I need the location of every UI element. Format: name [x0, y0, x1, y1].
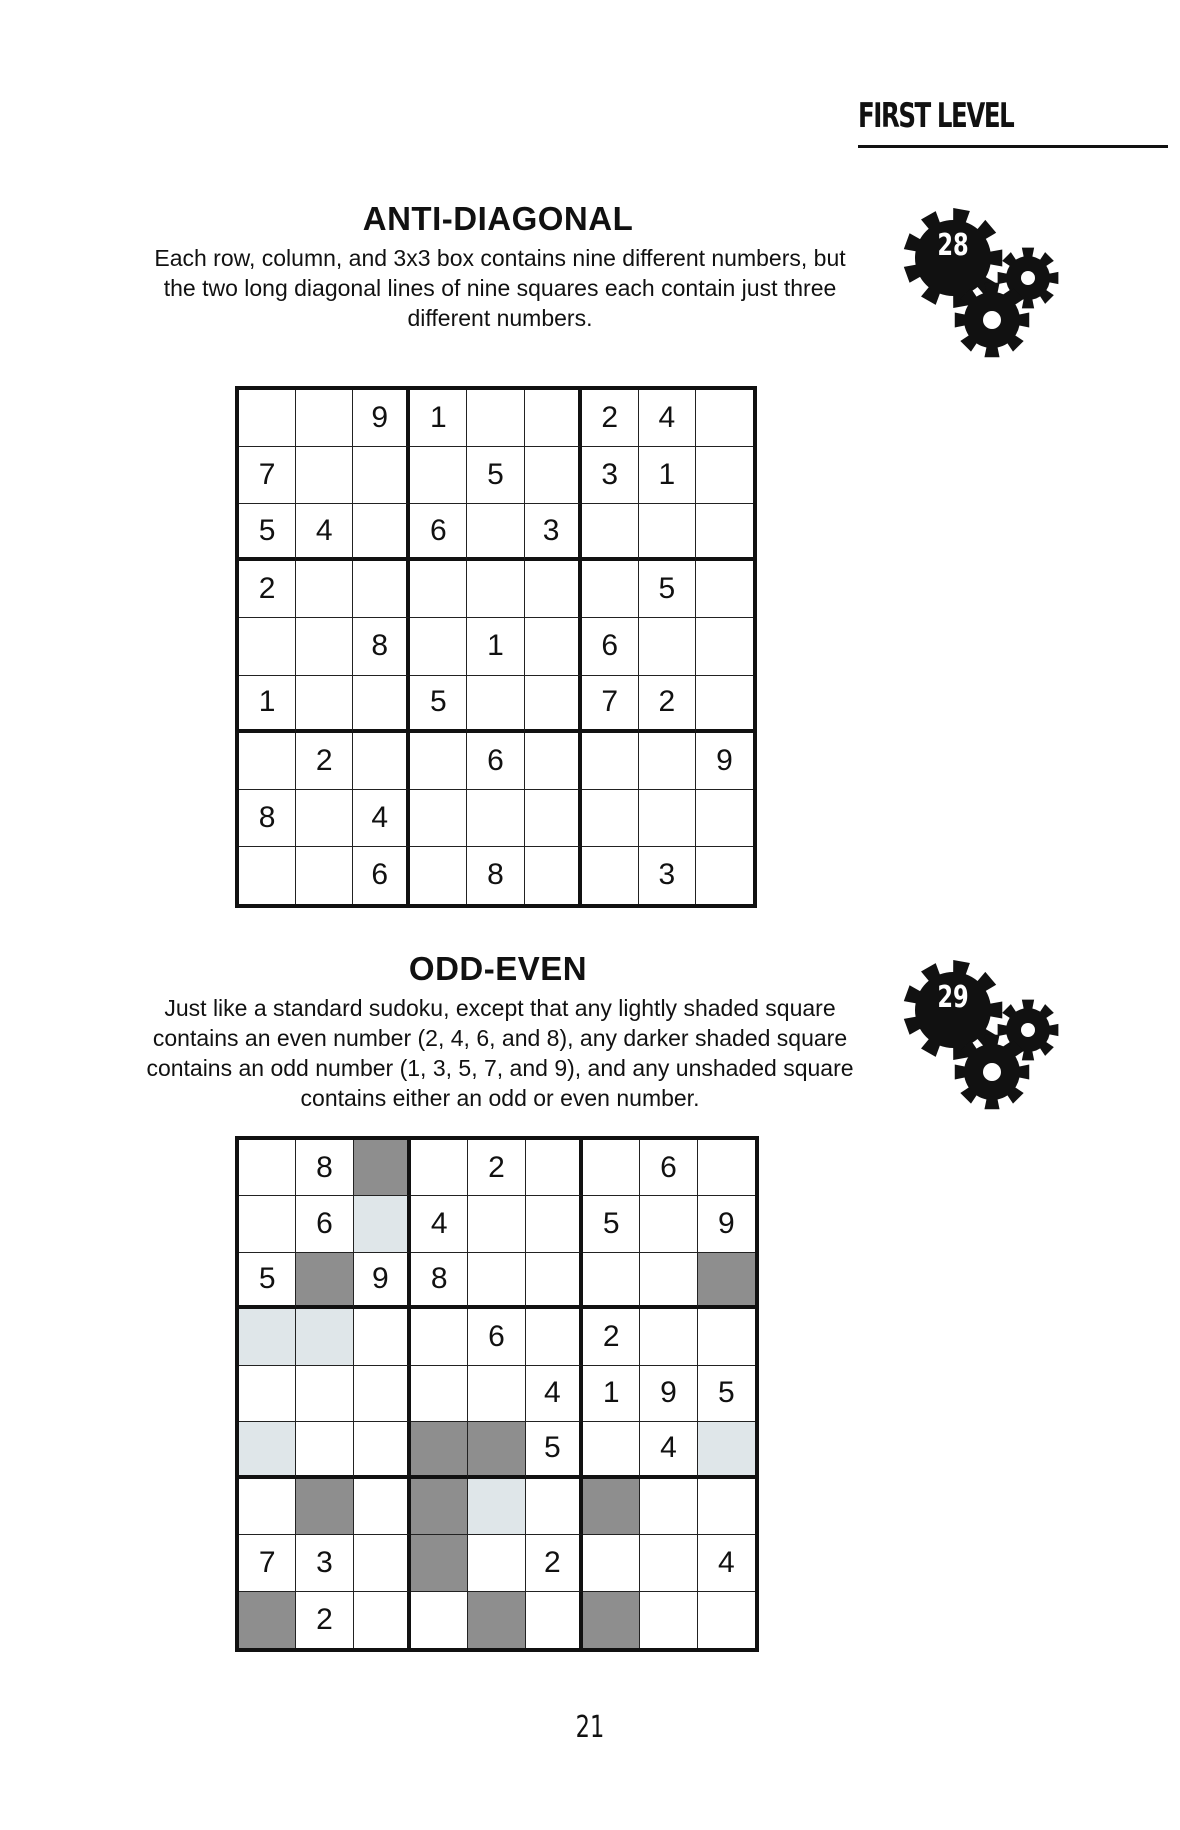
- sudoku-cell: [239, 1366, 296, 1422]
- sudoku-cell: [526, 1309, 583, 1365]
- puzzle-29-title: ODD-EVEN: [408, 950, 588, 987]
- sudoku-cell: [582, 847, 639, 904]
- sudoku-cell: [467, 504, 524, 561]
- sudoku-cell: [583, 1140, 640, 1196]
- sudoku-cell: 7: [239, 1535, 296, 1591]
- sudoku-cell: 9: [640, 1366, 697, 1422]
- sudoku-cell: [640, 1592, 697, 1648]
- sudoku-cell: 6: [296, 1196, 353, 1252]
- puzzle-28-title: ANTI-DIAGONAL: [362, 200, 634, 237]
- sudoku-cell: [468, 1592, 525, 1648]
- sudoku-cell: 1: [239, 676, 296, 733]
- sudoku-cell: [239, 390, 296, 447]
- sudoku-cell: [525, 561, 582, 618]
- sudoku-cell: 6: [353, 847, 410, 904]
- sudoku-cell: [239, 1592, 296, 1648]
- sudoku-cell: [239, 733, 296, 790]
- sudoku-cell: [696, 847, 753, 904]
- sudoku-cell: [354, 1422, 411, 1478]
- sudoku-cell: 4: [353, 790, 410, 847]
- sudoku-cell: [582, 733, 639, 790]
- sudoku-cell: [640, 1479, 697, 1535]
- sudoku-cell: [410, 561, 467, 618]
- sudoku-cell: [468, 1253, 525, 1309]
- sudoku-cell: 8: [353, 618, 410, 675]
- sudoku-cell: [698, 1592, 755, 1648]
- sudoku-cell: 7: [582, 676, 639, 733]
- sudoku-cell: 5: [526, 1422, 583, 1478]
- sudoku-cell: 9: [354, 1253, 411, 1309]
- puzzle-28-grid: [235, 386, 757, 908]
- sudoku-cell: 3: [639, 847, 696, 904]
- sudoku-cell: [353, 733, 410, 790]
- puzzle-28-description: Each row, column, and 3x3 box contains nine different numbers, but the two long diagonal lines of nine squares each contain just three different numbers.: [154, 245, 846, 331]
- sudoku-cell: [296, 1253, 353, 1309]
- sudoku-cell: 5: [239, 1253, 296, 1309]
- sudoku-cell: [296, 447, 353, 504]
- sudoku-cell: [296, 676, 353, 733]
- sudoku-cell: [353, 447, 410, 504]
- sudoku-cell: [582, 561, 639, 618]
- sudoku-cell: [639, 504, 696, 561]
- sudoku-cell: 9: [696, 733, 753, 790]
- sudoku-cell: [526, 1196, 583, 1252]
- sudoku-cell: 2: [639, 676, 696, 733]
- sudoku-cell: 7: [239, 447, 296, 504]
- sudoku-cell: 8: [467, 847, 524, 904]
- sudoku-cell: [468, 1479, 525, 1535]
- sudoku-cell: [526, 1479, 583, 1535]
- sudoku-cell: [698, 1309, 755, 1365]
- sudoku-cell: 8: [296, 1140, 353, 1196]
- sudoku-cell: [410, 847, 467, 904]
- sudoku-cell: [468, 1422, 525, 1478]
- sudoku-cell: 2: [583, 1309, 640, 1365]
- sudoku-cell: 2: [526, 1535, 583, 1591]
- sudoku-cell: 3: [525, 504, 582, 561]
- gear-hole: [983, 1063, 1001, 1081]
- sudoku-cell: [410, 618, 467, 675]
- sudoku-cell: [696, 561, 753, 618]
- sudoku-cell: 1: [639, 447, 696, 504]
- header-rule: [858, 145, 1168, 148]
- sudoku-cell: 1: [410, 390, 467, 447]
- sudoku-cell: 6: [467, 733, 524, 790]
- sudoku-cell: 8: [411, 1253, 468, 1309]
- sudoku-cell: 2: [468, 1140, 525, 1196]
- gear-hole: [1021, 271, 1035, 285]
- sudoku-cell: 1: [583, 1366, 640, 1422]
- sudoku-cell: 3: [582, 447, 639, 504]
- sudoku-cell: [696, 504, 753, 561]
- gears-icon: [900, 200, 1070, 370]
- sudoku-cell: 6: [410, 504, 467, 561]
- sudoku-cell: [467, 390, 524, 447]
- sudoku-cell: [239, 1140, 296, 1196]
- sudoku-cell: [696, 618, 753, 675]
- sudoku-cell: [698, 1479, 755, 1535]
- sudoku-cell: [698, 1253, 755, 1309]
- gear-hole: [983, 311, 1001, 329]
- sudoku-cell: 5: [239, 504, 296, 561]
- sudoku-cell: 5: [410, 676, 467, 733]
- sudoku-cell: 3: [296, 1535, 353, 1591]
- sudoku-cell: [239, 1196, 296, 1252]
- sudoku-cell: 4: [639, 390, 696, 447]
- sudoku-cell: [296, 618, 353, 675]
- sudoku-cell: 5: [467, 447, 524, 504]
- sudoku-cell: [467, 790, 524, 847]
- sudoku-cell: 4: [698, 1535, 755, 1591]
- puzzle-28-number: 28: [937, 228, 969, 263]
- sudoku-cell: [696, 676, 753, 733]
- sudoku-cell: [296, 790, 353, 847]
- sudoku-cell: [468, 1535, 525, 1591]
- sudoku-cell: [639, 618, 696, 675]
- gear-hole: [1021, 1023, 1035, 1037]
- sudoku-cell: 5: [583, 1196, 640, 1252]
- sudoku-cell: [698, 1140, 755, 1196]
- sudoku-cell: [354, 1479, 411, 1535]
- sudoku-cell: [525, 618, 582, 675]
- sudoku-cell: [239, 1479, 296, 1535]
- sudoku-cell: [468, 1366, 525, 1422]
- sudoku-cell: [296, 390, 353, 447]
- sudoku-cell: [296, 1479, 353, 1535]
- sudoku-cell: 8: [239, 790, 296, 847]
- sudoku-cell: [696, 447, 753, 504]
- sudoku-cell: [583, 1422, 640, 1478]
- sudoku-cell: [640, 1196, 697, 1252]
- sudoku-cell: [639, 733, 696, 790]
- sudoku-cell: [353, 504, 410, 561]
- sudoku-cell: [411, 1535, 468, 1591]
- sudoku-cell: [525, 676, 582, 733]
- level-label: FIRST LEVEL: [858, 96, 1014, 136]
- sudoku-cell: 9: [698, 1196, 755, 1252]
- sudoku-cell: [411, 1309, 468, 1365]
- sudoku-cell: 1: [467, 618, 524, 675]
- sudoku-cell: [698, 1422, 755, 1478]
- sudoku-cell: [239, 1422, 296, 1478]
- puzzle-29-grid: [235, 1136, 759, 1652]
- sudoku-cell: 5: [639, 561, 696, 618]
- sudoku-cell: [526, 1592, 583, 1648]
- puzzle-29-number: 29: [937, 980, 969, 1015]
- sudoku-cell: [582, 790, 639, 847]
- sudoku-cell: [468, 1196, 525, 1252]
- sudoku-cell: [525, 390, 582, 447]
- sudoku-cell: 6: [468, 1309, 525, 1365]
- sudoku-cell: 2: [296, 733, 353, 790]
- sudoku-cell: [296, 1422, 353, 1478]
- sudoku-cell: [410, 790, 467, 847]
- sudoku-cell: [354, 1366, 411, 1422]
- sudoku-cell: [411, 1592, 468, 1648]
- sudoku-cell: [526, 1253, 583, 1309]
- sudoku-cell: [583, 1592, 640, 1648]
- sudoku-cell: [410, 447, 467, 504]
- sudoku-cell: [525, 790, 582, 847]
- sudoku-cell: [583, 1253, 640, 1309]
- sudoku-cell: [583, 1535, 640, 1591]
- sudoku-cell: [354, 1140, 411, 1196]
- sudoku-cell: [525, 447, 582, 504]
- sudoku-cell: [353, 561, 410, 618]
- sudoku-cell: [467, 561, 524, 618]
- sudoku-cell: [296, 1366, 353, 1422]
- sudoku-cell: [525, 733, 582, 790]
- sudoku-cell: [354, 1592, 411, 1648]
- sudoku-cell: [411, 1422, 468, 1478]
- sudoku-cell: 4: [640, 1422, 697, 1478]
- sudoku-cell: 2: [582, 390, 639, 447]
- sudoku-cell: [354, 1196, 411, 1252]
- sudoku-cell: [526, 1140, 583, 1196]
- puzzle-29-badge: [900, 952, 1070, 1122]
- sudoku-cell: [239, 847, 296, 904]
- sudoku-cell: [411, 1366, 468, 1422]
- sudoku-cell: 6: [582, 618, 639, 675]
- sudoku-cell: [467, 676, 524, 733]
- sudoku-cell: [583, 1479, 640, 1535]
- sudoku-cell: [410, 733, 467, 790]
- sudoku-cell: 6: [640, 1140, 697, 1196]
- sudoku-cell: [582, 504, 639, 561]
- sudoku-cell: [640, 1535, 697, 1591]
- sudoku-cell: [239, 1309, 296, 1365]
- sudoku-cell: 2: [239, 561, 296, 618]
- sudoku-cell: [696, 790, 753, 847]
- gears-icon: [900, 952, 1070, 1122]
- sudoku-cell: [525, 847, 582, 904]
- sudoku-cell: [411, 1140, 468, 1196]
- sudoku-cell: [354, 1535, 411, 1591]
- puzzle-28-badge: [900, 200, 1070, 370]
- sudoku-cell: 2: [296, 1592, 353, 1648]
- sudoku-cell: [354, 1309, 411, 1365]
- sudoku-cell: 4: [411, 1196, 468, 1252]
- sudoku-cell: [411, 1479, 468, 1535]
- sudoku-cell: [640, 1309, 697, 1365]
- sudoku-cell: [296, 561, 353, 618]
- sudoku-cell: 4: [296, 504, 353, 561]
- sudoku-cell: [696, 390, 753, 447]
- puzzle-29-description: Just like a standard sudoku, except that any lightly shaded square contains an even number (2, 4, 6, and 8), any darker shaded square contains an odd number (1, 3, 5, 7, and 9), and any unshaded square contains either an odd or even number.: [146, 995, 854, 1111]
- sudoku-cell: [296, 847, 353, 904]
- sudoku-cell: 4: [526, 1366, 583, 1422]
- sudoku-cell: [239, 618, 296, 675]
- sudoku-cell: 9: [353, 390, 410, 447]
- sudoku-cell: [640, 1253, 697, 1309]
- sudoku-cell: [296, 1309, 353, 1365]
- sudoku-cell: [353, 676, 410, 733]
- sudoku-cell: 5: [698, 1366, 755, 1422]
- sudoku-cell: [639, 790, 696, 847]
- page-number: 21: [575, 1710, 605, 1745]
